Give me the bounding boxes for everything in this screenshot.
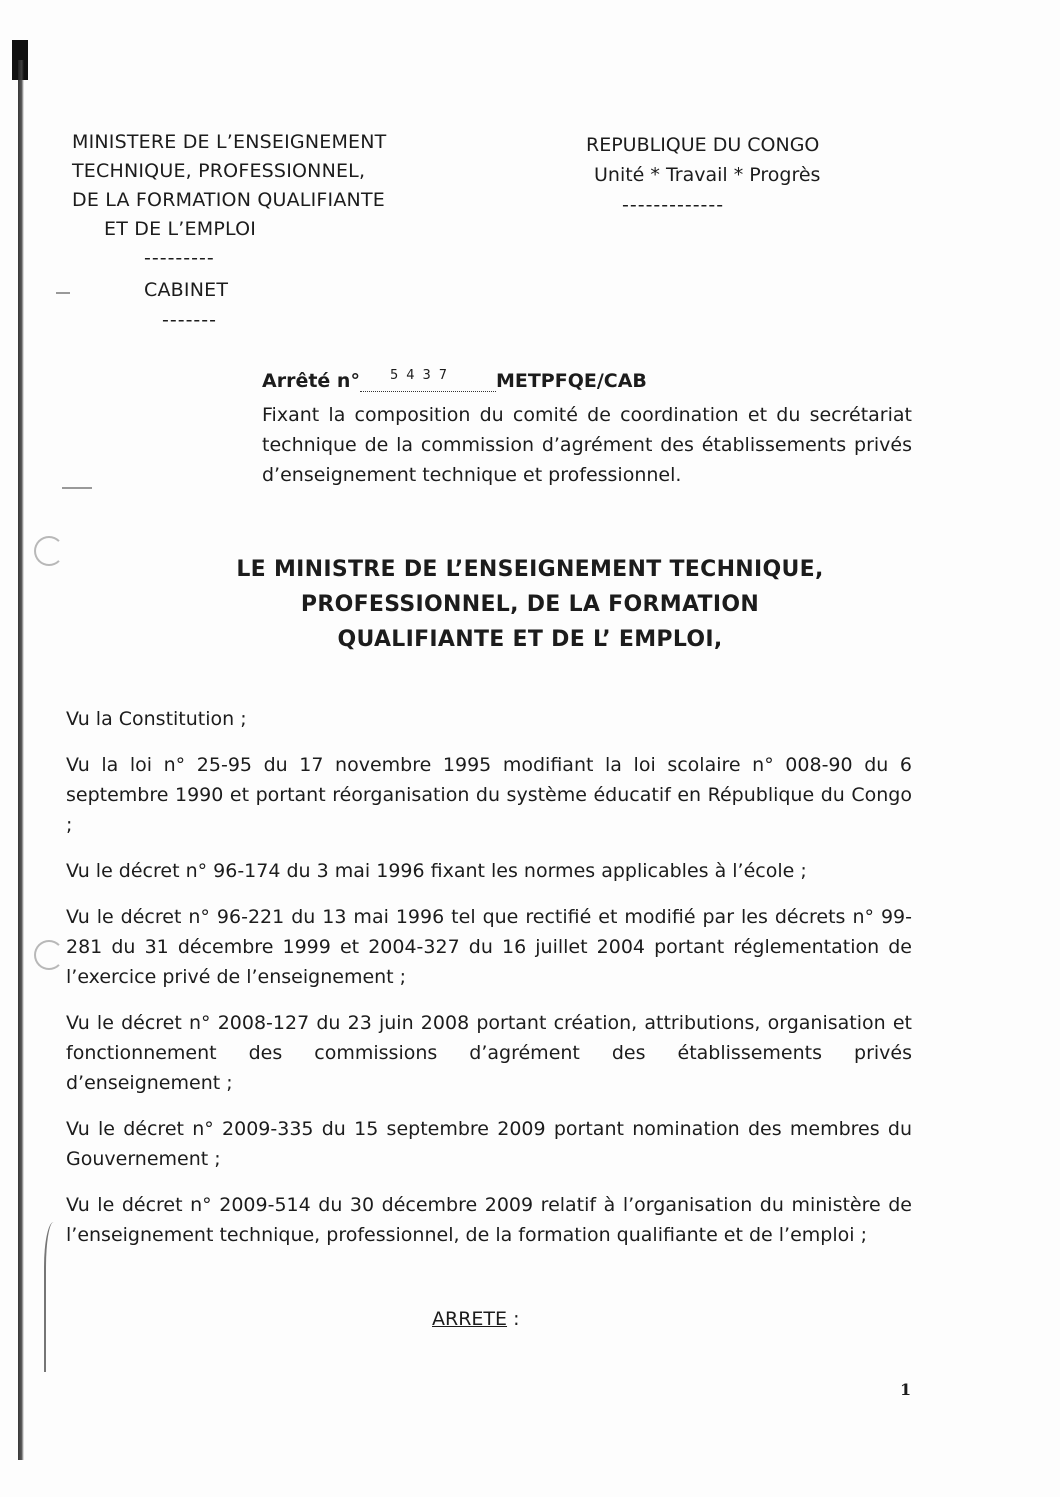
- ministry-name-line: MINISTERE DE L’ENSEIGNEMENT: [72, 131, 387, 153]
- stray-scan-mark: [56, 292, 70, 294]
- decree-prefix: Arrêté n°: [262, 370, 360, 392]
- national-motto: Unité * Travail * Progrès: [594, 164, 821, 186]
- consideration-paragraph: Vu le décret n° 96-174 du 3 mai 1996 fixant les normes applicables à l’école ;: [66, 860, 807, 882]
- decree-reference: [262, 366, 912, 400]
- minister-title-line: LE MINISTRE DE L’ENSEIGNEMENT TECHNIQUE,: [236, 557, 824, 582]
- legal-considerations: [66, 704, 912, 1266]
- minister-title: [120, 552, 940, 657]
- ministry-name-line: ET DE L’EMPLOI: [104, 218, 257, 240]
- scan-edge-artifact: [18, 60, 24, 1460]
- consideration-paragraph: Vu le décret n° 96-221 du 13 mai 1996 tel que rectifié et modifié par les décrets n° 99-281 du 31 décembre 1999 et 2004-327 du 16 juillet 2004 portant réglementation de l’exercice privé de l’enseignement ;: [66, 906, 912, 988]
- consideration-paragraph: Vu le décret n° 2009-335 du 15 septembre 2009 portant nomination des membres du Gouvernement ;: [66, 1118, 912, 1170]
- header-separator: ---------: [144, 247, 215, 269]
- consideration-paragraph: Vu le décret n° 2009-514 du 30 décembre 2009 relatif à l’organisation du ministère de l’enseignement technique, professionnel, de la formation qualifiante et de l’emploi ;: [66, 1194, 912, 1246]
- consideration-paragraph: Vu la loi n° 25-95 du 17 novembre 1995 modifiant la loi scolaire n° 008-90 du 6 septembre 1990 et portant réorganisation du système éducatif en République du Congo ;: [66, 754, 912, 836]
- ministry-header: [72, 128, 472, 334]
- header-separator: -------------: [622, 194, 725, 216]
- stray-scan-mark: [62, 487, 92, 489]
- decision-heading-word: ARRETE: [432, 1308, 508, 1330]
- decree-suffix: METPFQE/CAB: [495, 370, 647, 392]
- office-name: CABINET: [144, 279, 229, 301]
- decision-heading: [432, 1304, 519, 1334]
- consideration-paragraph: Vu le décret n° 2008-127 du 23 juin 2008 portant création, attributions, organisation et fonctionnement des commissions d’agrément des établissements privés d’enseignement ;: [66, 1012, 912, 1094]
- ministry-name-line: DE LA FORMATION QUALIFIANTE: [72, 189, 385, 211]
- punch-hole-mark: [34, 940, 64, 970]
- ministry-name-line: TECHNIQUE, PROFESSIONNEL,: [72, 160, 366, 182]
- punch-hole-mark: [34, 536, 64, 566]
- decree-subject: Fixant la composition du comité de coordination et du secrétariat technique de la commission d’agrément des établissements privés d’enseignement technique et professionnel.: [262, 404, 912, 486]
- decree-reference-block: [262, 366, 912, 490]
- minister-title-line: PROFESSIONNEL, DE LA FORMATION: [300, 592, 760, 617]
- decree-number: 5437: [360, 361, 496, 392]
- header-separator: -------: [162, 309, 217, 331]
- consideration-paragraph: Vu la Constitution ;: [66, 708, 247, 730]
- minister-title-line: QUALIFIANTE ET DE L’ EMPLOI,: [337, 627, 723, 652]
- page-number: 1: [900, 1380, 912, 1399]
- country-name: REPUBLIQUE DU CONGO: [586, 134, 820, 156]
- decision-heading-punct: :: [507, 1308, 520, 1330]
- republic-header: [586, 130, 886, 220]
